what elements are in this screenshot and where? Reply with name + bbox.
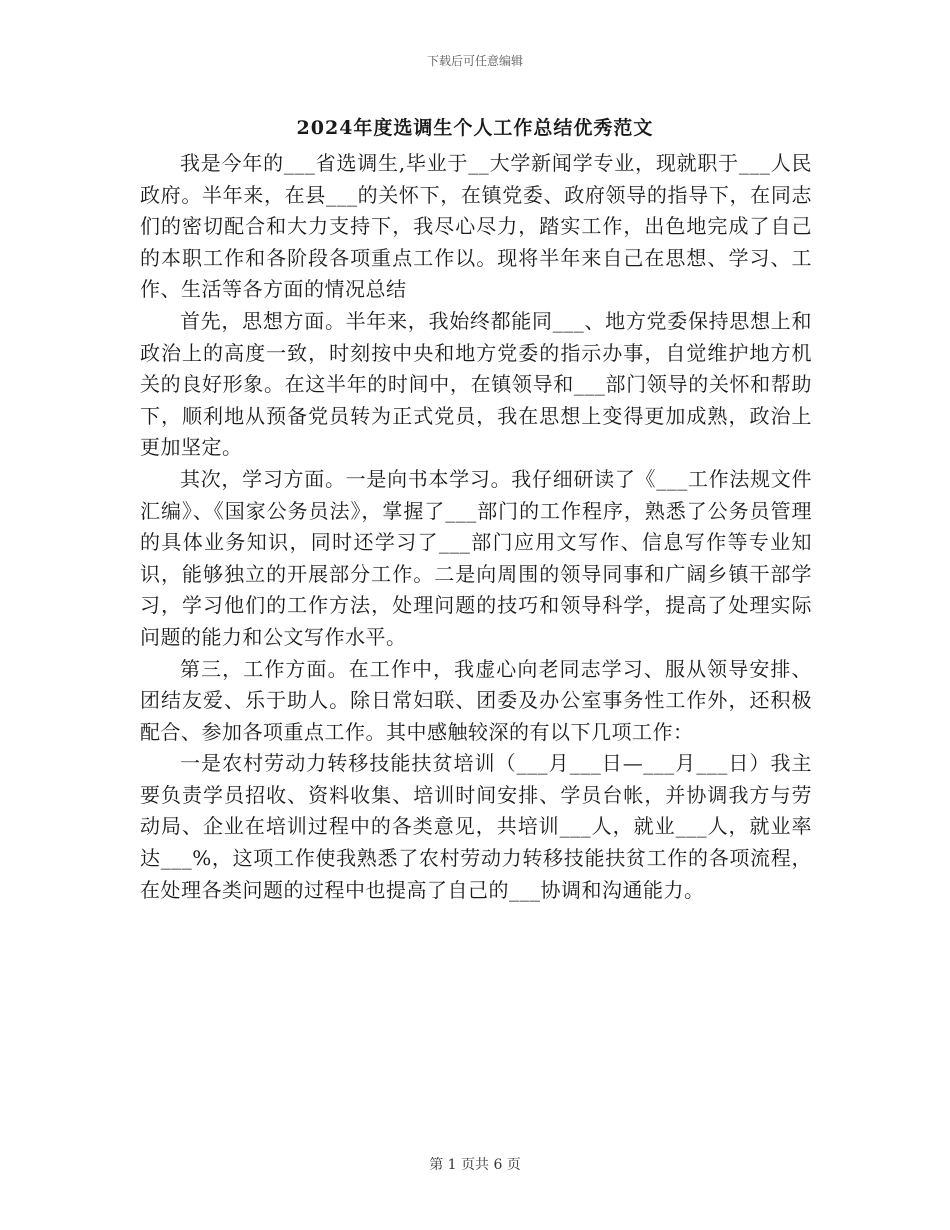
document-body [140, 148, 812, 906]
paragraph-training: 一是农村劳动力转移技能扶贫培训（___月___日—___月___日）我主要负责学员招收、资料收集、培训时间安排、学员台帐，并协调我方与劳动局、企业在培训过程中的各类意见，共培训___人，就业___人，就业率达___%，这项工作使我熟悉了农村劳动力转移技能扶贫工作的各项流程，在处理各类问题的过程中也提高了自己的___协调和沟通能力。 [140, 751, 812, 902]
paragraph-study: 其次，学习方面。一是向书本学习。我仔细研读了《___工作法规文件汇编》、《国家公务员法》，掌握了___部门的工作程序，熟悉了公务员管理的具体业务知识，同时还学习了___部门应用文写作、信息写作等专业知识，能够独立的开展部分工作。二是向周围的领导同事和广阔乡镇干部学习，学习他们的工作方法，处理问题的技巧和领导科学，提高了处理实际问题的能力和公文写作水平。 [140, 466, 812, 649]
paragraph-intro: 我是今年的___省选调生,毕业于__大学新闻学专业，现就职于___人民政府。半年来，在县___的关怀下，在镇党委、政府领导的指导下，在同志们的密切配合和大力支持下，我尽心尽力，踏实工作，出色地完成了自己的本职工作和各阶段各项重点工作以。现将半年来自己在思想、学习、工作、生活等各方面的情况总结 [140, 151, 812, 302]
page-header-note: 下载后可任意编辑 [426, 54, 523, 68]
paragraph-thought: 首先，思想方面。半年来，我始终都能同___、地方党委保持思想上和政治上的高度一致，时刻按中央和地方党委的指示办事，自觉维护地方机关的良好形象。在这半年的时间中，在镇领导和___部门领导的关怀和帮助下，顺利地从预备党员转为正式党员，我在思想上变得更加成熟，政治上更加坚定。 [140, 308, 812, 460]
page-number-footer: 第 1 页共 6 页 [429, 1157, 521, 1173]
paragraph-work: 第三，工作方面。在工作中，我虚心向老同志学习、服从领导安排、团结友爱、乐于助人。除日常妇联、团委及办公室事务性工作外，还积极配合、参加各项重点工作。其中感触较深的有以下几项工作： [140, 656, 812, 744]
document-title: 2024年度选调生个人工作总结优秀范文 [296, 117, 654, 139]
